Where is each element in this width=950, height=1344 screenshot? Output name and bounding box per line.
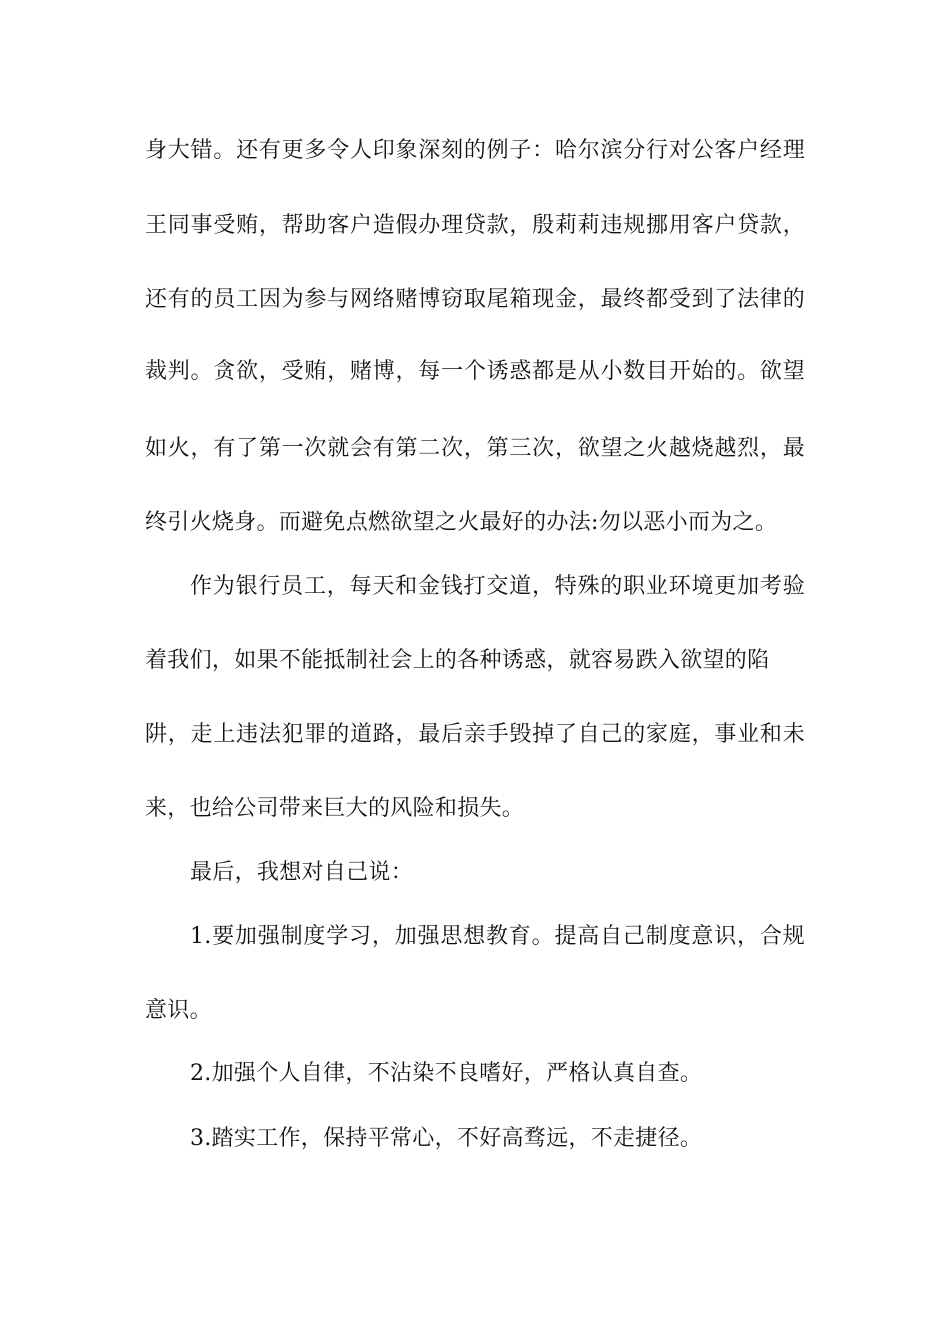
text-line: 阱，走上违法犯罪的道路，最后亲手毁掉了自己的家庭，事业和未: [145, 722, 805, 747]
list-item-1: 1.要加强制度学习，加强思想教育。提高自己制度意识，合规: [190, 924, 805, 949]
text-line: 如火，有了第一次就会有第二次，第三次，欲望之火越烧越烈，最: [145, 436, 805, 461]
list-item-2: 2.加强个人自律，不沾染不良嗜好，严格认真自查。: [190, 1061, 703, 1086]
paragraph-start-line: 作为银行员工，每天和金钱打交道，特殊的职业环境更加考验: [190, 574, 805, 599]
text-line: 意识。: [145, 998, 212, 1023]
list-item-3: 3.踏实工作，保持平常心，不好高骛远，不走捷径。: [190, 1126, 703, 1151]
text-line: 裁判。贪欲，受贿，赌博，每一个诱惑都是从小数目开始的。欲望: [145, 359, 805, 384]
text-line: 终引火烧身。而避免点燃欲望之火最好的办法:勿以恶小而为之。: [145, 510, 778, 535]
text-line: 还有的员工因为参与网络赌博窃取尾箱现金，最终都受到了法律的: [145, 287, 805, 312]
text-line: 王同事受贿，帮助客户造假办理贷款，殷莉莉违规挪用客户贷款，: [145, 213, 805, 238]
text-line: 身大错。还有更多令人印象深刻的例子：哈尔滨分行对公客户经理: [145, 138, 805, 163]
text-line: 着我们，如果不能抵制社会上的各种诱惑，就容易跌入欲望的陷: [145, 648, 770, 673]
text-line: 来，也给公司带来巨大的风险和损失。: [145, 796, 525, 821]
paragraph-start-line: 最后，我想对自己说：: [190, 860, 414, 885]
